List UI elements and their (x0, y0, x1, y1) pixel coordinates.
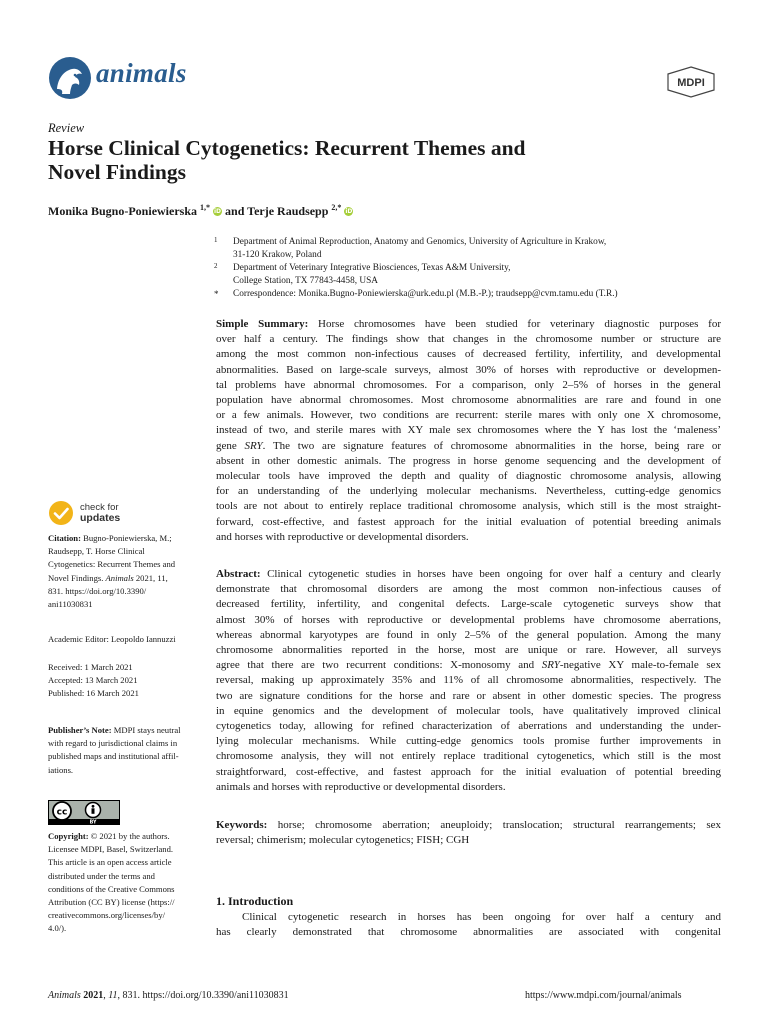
text-line: has clearly demonstrated that chromosome abnormalities are associated with congenital (216, 926, 721, 939)
orcid-icon[interactable]: iD (213, 208, 222, 215)
text-line: straightforward, cost-effective, and fastest approach for the initial evaluation of potential breeding (216, 765, 721, 778)
sidebar-line: Raudsepp, T. Horse Clinical (48, 546, 145, 557)
author-list (48, 203, 353, 219)
text-line: absent in other domestic animals. The progress in horse genome sequencing and the development of (216, 454, 721, 467)
check-label: check for (80, 502, 119, 513)
publisher-note (48, 724, 206, 777)
text-line: Abstract: Clinical cytogenetic studies in horses have been ongoing for over half a century and clearly (216, 568, 721, 580)
simple-summary (216, 317, 721, 545)
text-line: molecular tools have improved the depth and quality of diagnostic chromosome analysis, allowing (216, 470, 721, 483)
text-line: chromosome analysis, they will not entirely replace traditional cytogenetics, which still is the most (216, 750, 721, 763)
paragraph-label: Keywords: (216, 819, 268, 831)
mdpi-logo-icon (666, 66, 716, 98)
section-heading: 1. Introduction (216, 894, 294, 908)
check-for-updates-link[interactable] (80, 503, 120, 523)
text-line: in equine genomics and the development of molecular tools, have qualitatively improved clinical (216, 704, 721, 717)
text-line: cytogenetics today, allowing for refined characterization of aberrations and understanding the under- (216, 720, 721, 733)
orcid-icon[interactable]: iD (345, 208, 353, 215)
sidebar-line: 831. https://doi.org/10.3390/ (48, 585, 147, 596)
author-name[interactable]: Monika Bugno-Poniewierska (48, 204, 198, 218)
text-line: abnormalities. Based on large-scale surveys, almost 30% of horses with reproductive or developmen- (216, 363, 721, 376)
text-line: two are signature conditions for the horse and rare or absent in other domestic species. The progress (216, 689, 721, 702)
affiliation-line: College Station, TX 77843-4458, USA (233, 276, 378, 286)
footer-journal-url[interactable]: https://www.mdpi.com/journal/animals (525, 990, 682, 1001)
correspondence (214, 288, 714, 301)
text-line: and horses with reproductive or developmental disorders. (216, 530, 469, 543)
text-line: or a few animals. However, two conditions are recurrent: sterile mares with only one X chromosome, (216, 409, 721, 422)
affiliation-line: 31-120 Krakow, Poland (233, 250, 322, 260)
text-line: reversal; chimerism; molecular cytogenetics; FISH; CGH (216, 834, 470, 847)
sidebar-line: published maps and institutional affil- (48, 751, 179, 762)
license-badge-label: BY (89, 820, 97, 825)
text-line: over half a century. The findings show that changes in the chromosome number or structure are (216, 333, 721, 346)
text-line: animals and horses with reproductive or developmental disorders. (216, 780, 506, 793)
affiliation-mark: 2 (214, 262, 218, 270)
text-line: reversal, making up approximately 35% and 11% of all chromosome abnormalities, respectively. The (216, 674, 721, 687)
text-line: chromosome abnormalities reported in the horse, most are unique or rare. However, all surveys (216, 644, 721, 657)
author-affiliation-mark: 2,* (331, 203, 342, 212)
affiliation-line: Department of Animal Reproduction, Anatomy and Genomics, University of Agriculture in Krakow, (233, 237, 607, 247)
sidebar-line: Published: 16 March 2021 (48, 688, 139, 699)
author-join: and (225, 204, 245, 218)
affiliation-mark: * (214, 289, 219, 299)
sidebar-line: ani11030831 (48, 599, 93, 610)
text-line: agree that there are two recurrent conditions: X-monosomy and SRY-negative XY male-to-female sex (216, 659, 721, 672)
sidebar-line: Cytogenetics: Recurrent Themes and (48, 559, 176, 570)
sidebar-line: Accepted: 13 March 2021 (48, 675, 138, 686)
affiliation-mark: 1 (214, 236, 218, 244)
affiliation-1 (214, 236, 714, 262)
abstract (216, 567, 721, 795)
journal-name: animals (96, 58, 187, 88)
svg-text:cc: cc (56, 807, 68, 818)
cc-by-license-icon[interactable] (48, 800, 120, 825)
keywords (216, 818, 721, 848)
sidebar-line: Citation: Bugno-Poniewierska, M.; (48, 533, 172, 543)
affiliation-2 (214, 262, 714, 288)
text-line: demonstrate that chromosomal disorders are among the most common non-infectious causes of (216, 583, 721, 596)
publisher-name: MDPI (677, 77, 705, 89)
affiliation-line: Department of Veterinary Integrative Biosciences, Texas A&M University, (233, 263, 511, 273)
text-line: tools are not about to entirely replace traditional chromosome analysis, which still is the most straight- (216, 500, 721, 513)
sidebar-line: Novel Findings. Animals 2021, 11, (48, 572, 168, 583)
sidebar-line: Copyright: © 2021 by the authors. (48, 831, 170, 841)
sidebar-line: Attribution (CC BY) license (https:// (48, 897, 175, 908)
title-line: Novel Findings (48, 160, 186, 184)
citation-block (48, 532, 206, 611)
sidebar-line: with regard to jurisdictional claims in (48, 738, 178, 749)
sidebar-line: iations. (48, 764, 74, 775)
copyright-block (48, 830, 206, 936)
text-line: for an understanding of the underlying molecular mechanisms. Nevertheless, cutting-edge genomics (216, 485, 721, 498)
sidebar-line: Licensee MDPI, Basel, Switzerland. (48, 844, 174, 855)
publication-dates (48, 661, 206, 701)
text-line: decreased fertility, infertility, and congenital defects. Large-scale cytogenetic surveys show that (216, 598, 721, 611)
text-line: lying molecular mechanisms. While cutting-edge genomics tools promise further improvements in (216, 735, 721, 748)
article-type: Review (48, 121, 85, 135)
updates-label: updates (80, 512, 121, 524)
text-line: almost 30% of horses with reproductive or developmental problems have chromosome aberrations, (216, 613, 721, 626)
text-line: population have abnormal chromosomes. Most chromosome abnormalities are rare and found in one (216, 394, 721, 407)
text-line: Clinical cytogenetic research in horses has been ongoing for over half a century and (242, 911, 721, 923)
affiliations (214, 236, 714, 301)
paragraph-label: Abstract: (216, 568, 261, 580)
paragraph-label: Simple Summary: (216, 318, 309, 330)
author-name[interactable]: Terje Raudsepp (247, 204, 329, 218)
sidebar-line: Received: 1 March 2021 (48, 662, 133, 672)
journal-logo-icon (48, 56, 92, 100)
text-line: instead of two, and sterile mares with XY male sex chromosomes where the Y has lost the ‘maleness’ (216, 424, 721, 437)
text-line: Simple Summary: Horse chromosomes have been studied for veterinary diagnostic purposes for (216, 318, 721, 330)
title-line: Horse Clinical Cytogenetics: Recurrent Themes and (48, 136, 526, 160)
text-line: gene SRY. The two are signature features of chromosome abnormalities in the horse, being rare or (216, 439, 721, 452)
footer-citation: Animals 2021, 11, 831. https://doi.org/10.3390/ani11030831 (48, 990, 289, 1001)
correspondence-line[interactable]: Correspondence: Monika.Bugno-Poniewierska@urk.edu.pl (M.B.-P.); traudsepp@cvm.tamu.edu (T.R.) (233, 289, 618, 299)
introduction-text (216, 910, 721, 940)
article-title (48, 136, 708, 184)
sidebar-line: creativecommons.org/licenses/by/ (48, 910, 166, 921)
text-line: forward, cost-effective, and fastest approach for the initial evaluation of potential breeding animals (216, 515, 721, 528)
author-affiliation-mark: 1,* (200, 203, 211, 212)
sidebar-line: 4.0/). (48, 923, 67, 934)
sidebar-line: conditions of the Creative Commons (48, 883, 175, 894)
sidebar-line: distributed under the terms and (48, 870, 155, 881)
check-for-updates-icon[interactable] (48, 500, 74, 526)
text-line: among the most common non-infectious causes of decreased fertility, infertility, and developmental (216, 348, 721, 361)
text-line: tal problems have abnormal chromosomes. For a comparison, only 2–5% of horses in the general (216, 378, 721, 391)
academic-editor: Academic Editor: Leopoldo Iannuzzi (48, 634, 176, 644)
sidebar-line: Publisher’s Note: MDPI stays neutral (48, 725, 181, 735)
text-line: Keywords: horse; chromosome aberration; aneuploidy; translocation; structural rearrangements; sex (216, 819, 721, 831)
text-line: whereas abnormal karyotypes are found in only 2–5% of the general population. Among the many (216, 628, 721, 641)
sidebar-line: This article is an open access article (48, 857, 172, 868)
